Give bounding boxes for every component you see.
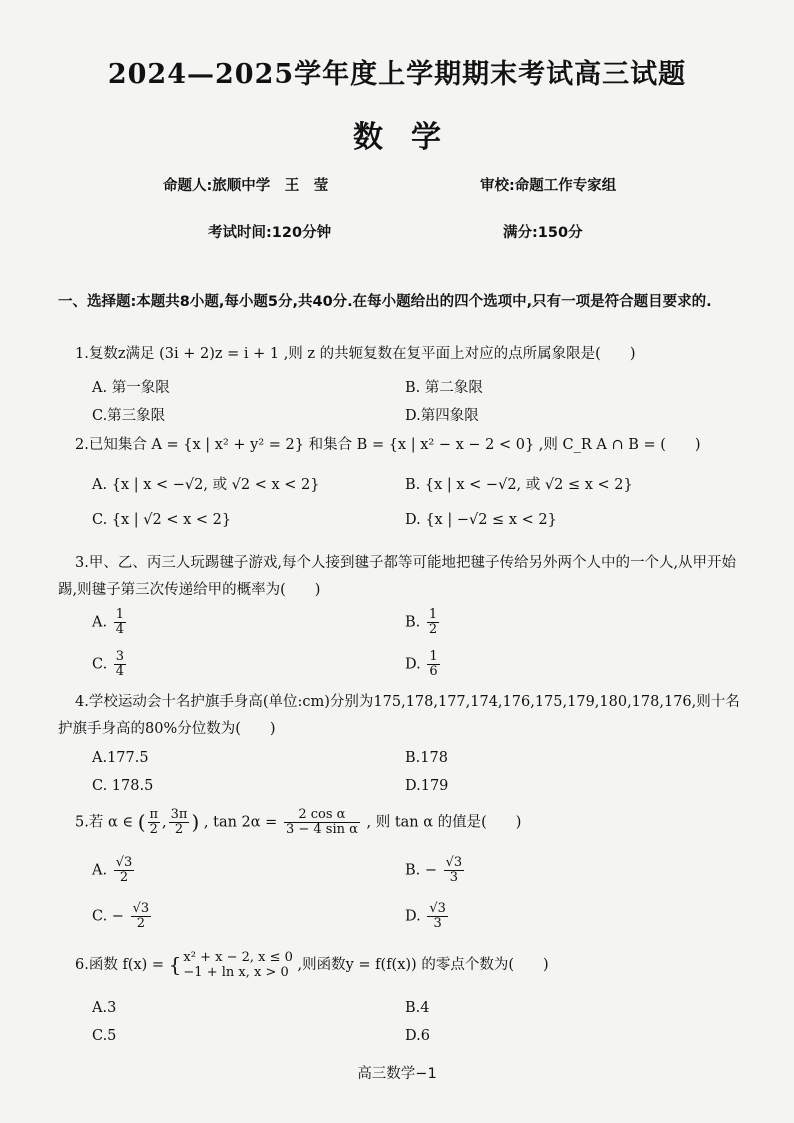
- subject-title: 数学: [353, 120, 469, 155]
- q5-left-denominator: 2: [149, 822, 158, 837]
- q5-option-c-fraction: [131, 902, 152, 931]
- q5-option-b: [405, 856, 466, 885]
- q5-option-d: [405, 902, 450, 931]
- question-5-stem: 5.若 α ∈ ( $\frac{\pi}{2}$ , $\frac{3\pi}{2}$ ) , tan 2α = $\frac{\text{2 cos α}}{\text{3 − 4 sin α}}$ , 则 tan α 的值是( ): [75, 807, 522, 837]
- q3-option-d-fraction: [427, 650, 439, 679]
- q6-case-2: −1 + ln x, x > 0: [183, 965, 289, 980]
- q3-option-a-label: A.: [92, 614, 108, 631]
- q5-stem-prefix: 5.若 α ∈: [75, 814, 134, 831]
- q4-option-b: B.178: [405, 750, 448, 766]
- q4-option-a: A.177.5: [92, 750, 149, 766]
- q1-option-d: D.第四象限: [405, 408, 479, 424]
- q5-stem-suffix: , 则 tan α 的值是( ): [366, 814, 522, 831]
- q5-option-b-fraction: [444, 856, 465, 885]
- question-3-stem: 3.甲、乙、丙三人玩踢毽子游戏,每个人接到毽子都等可能地把毽子传给另外两个人中的一个人,从甲开始踢,则毽子第三次传递给甲的概率为( ): [58, 555, 737, 598]
- q3-c-denominator: 4: [115, 664, 125, 679]
- q5-d-numerator: √3: [429, 901, 446, 916]
- q6-stem-prefix: 6.函数 f(x) =: [75, 957, 165, 973]
- full-score: 满分:150分: [503, 225, 583, 241]
- q2-option-c: C. {x | √2 < x < 2}: [92, 512, 232, 528]
- q1-option-c: C.第三象限: [92, 408, 166, 424]
- q6-option-c: C.5: [92, 1028, 117, 1044]
- q3-option-c-fraction: [114, 650, 126, 679]
- q4-option-d: D.179: [405, 778, 449, 794]
- q5-a-numerator: √3: [115, 855, 133, 870]
- q6-case-brace: {: [168, 952, 182, 977]
- q3-option-a: [92, 608, 128, 637]
- q5-option-b-label: B. −: [405, 862, 438, 879]
- q6-option-a: A.3: [92, 1000, 117, 1016]
- q3-option-b-label: B.: [405, 614, 421, 631]
- q5-option-a-fraction: [114, 856, 135, 885]
- q4-option-c: C. 178.5: [92, 778, 154, 794]
- q5-option-c-label: C. −: [92, 908, 124, 925]
- q5-b-numerator: √3: [445, 855, 463, 870]
- q5-right-numerator: 3π: [170, 807, 188, 822]
- q5-interval-close-paren: ): [191, 810, 200, 834]
- q5-option-d-fraction: [427, 902, 448, 931]
- page-footer: 高三数学−1: [357, 1066, 437, 1082]
- q5-left-numerator: π: [149, 807, 159, 822]
- q5-a-denominator: 2: [119, 870, 129, 885]
- q5-d-denominator: 3: [433, 916, 442, 931]
- q3-b-numerator: 1: [428, 607, 438, 622]
- q3-d-denominator: 6: [429, 664, 438, 679]
- q2-option-b: B. {x | x < −√2, 或 √2 ≤ x < 2}: [405, 477, 633, 493]
- q5-option-c: [92, 902, 153, 931]
- question-6-stem: [75, 950, 755, 980]
- q5-option-d-label: D.: [405, 908, 421, 925]
- q3-option-d: [405, 650, 442, 679]
- question-2-stem: 2.已知集合 A = {x | x² + y² = 2} 和集合 B = {x | x² − x − 2 < 0} ,则 C_R A ∩ B = ( ): [75, 437, 701, 453]
- question-4-stem: 4.学校运动会十名护旗手身高(单位:cm)分别为175,178,177,174,176,175,179,180,178,176,则十名护旗手身高的80%分位数为( ): [58, 694, 740, 737]
- q6-piecewise: [183, 950, 292, 980]
- q3-c-numerator: 3: [115, 649, 125, 664]
- q3-a-numerator: 1: [115, 607, 124, 622]
- q5-c-denominator: 2: [136, 916, 145, 931]
- question-1-stem: 1.复数z满足 (3i + 2)z = i + 1 ,则 z 的共轭复数在复平面上对应的点所属象限是( ): [75, 346, 636, 362]
- q3-option-d-label: D.: [405, 656, 421, 673]
- q3-option-b-fraction: [427, 608, 439, 637]
- q5-interval-left: [148, 808, 161, 837]
- q5-equation-fraction: [284, 808, 360, 837]
- q5-right-denominator: 2: [174, 822, 184, 837]
- q5-b-denominator: 3: [449, 870, 459, 885]
- q2-option-d: D. {x | −√2 ≤ x < 2}: [405, 512, 557, 528]
- section-heading: 一、选择题:本题共8小题,每小题5分,共40分.在每小题给出的四个选项中,只有一项是符合题目要求的.: [58, 294, 712, 310]
- q6-option-b: B.4: [405, 1000, 430, 1016]
- q5-interval-right: [169, 808, 190, 837]
- exam-time: 考试时间:120分钟: [208, 225, 332, 241]
- q5-option-a-label: A.: [92, 862, 108, 879]
- q5-c-numerator: √3: [132, 901, 150, 916]
- exam-title: 2024—2025学年度上学期期末考试高三试题: [107, 59, 687, 90]
- q6-option-d: D.6: [405, 1028, 430, 1044]
- q3-option-c-label: C.: [92, 656, 108, 673]
- q6-case-1: x² + x − 2, x ≤ 0: [183, 950, 293, 965]
- q1-option-b: B. 第二象限: [405, 380, 483, 396]
- q1-option-a: A. 第一象限: [92, 380, 170, 396]
- q3-d-numerator: 1: [429, 649, 438, 664]
- q3-a-denominator: 4: [115, 622, 124, 637]
- q5-option-a: [92, 856, 136, 885]
- q5-interval-open-paren: (: [137, 810, 146, 834]
- q3-option-c: [92, 650, 128, 679]
- q5-eq-denominator: 3 − 4 sin α: [285, 822, 358, 837]
- reviewer-line: 审校:命题工作专家组: [480, 178, 617, 194]
- q3-b-denominator: 2: [428, 622, 438, 637]
- q3-option-b: [405, 608, 441, 637]
- q2-option-a: A. {x | x < −√2, 或 √2 < x < 2}: [92, 477, 320, 493]
- q5-stem-mid: , tan 2α =: [203, 814, 278, 831]
- q5-eq-numerator: 2 cos α: [284, 808, 360, 823]
- q6-stem-suffix: ,则函数y = f(f(x)) 的零点个数为( ): [297, 957, 549, 973]
- q3-option-a-fraction: [114, 608, 126, 637]
- author-line: 命题人:旅顺中学 王 莹: [163, 178, 329, 194]
